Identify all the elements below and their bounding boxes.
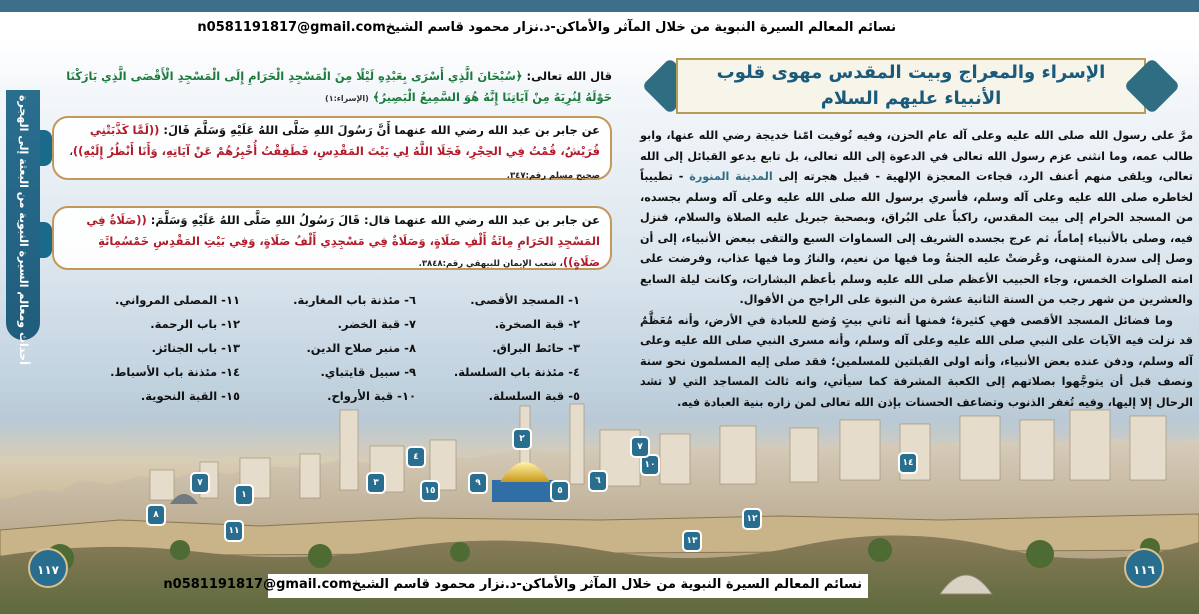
landmark-item: ٢- قبة الصخرة.: [494, 317, 580, 331]
map-pin: ٧: [630, 436, 650, 458]
header-credit: نسائم المعالم السيرة النبوية من خلال المآثر والأماكن-د.نزار محمود قاسم الشيخn0581191817@gmail.com: [197, 20, 896, 35]
hadith-intro: عن جابر بن عبد الله رضي الله عنهما أَنَّ رَسُولَ اللهِ صَلَّى اللهُ عَلَيْهِ وَسَلَّمَ قَالَ:: [159, 123, 600, 137]
main-article: [640, 126, 1194, 409]
landmark-item: ٥- قبة السلسلة.: [488, 389, 580, 403]
hadith-box: [52, 116, 612, 180]
map-pin: ١١: [224, 520, 244, 542]
map-pin: ٦: [588, 470, 608, 492]
landmark-item: ١٥- القبة النحوية.: [140, 389, 240, 403]
top-strip: [0, 0, 1199, 12]
landmark-item: ١١- المصلى المرواني.: [115, 293, 240, 307]
map-pin: ١٤: [898, 452, 918, 474]
city-highlight: المدينة المنورة: [689, 170, 773, 183]
map-pin: ٧: [190, 472, 210, 494]
footer-credit: نسائم المعالم السيرة النبوية من خلال المآثر والأماكن-د.نزار محمود قاسم الشيخn0581191817@gmail.com: [268, 574, 868, 598]
map-pin: ١٥: [420, 480, 440, 502]
map-pin: ١٢: [742, 508, 762, 530]
landmark-item: ٣- حائط البراق.: [492, 341, 580, 355]
map-pin: ٨: [146, 504, 166, 526]
landmark-item: ١٢- باب الرحمة.: [150, 317, 240, 331]
landmark-item: ١٤- مئذنة باب الأسباط.: [110, 365, 240, 379]
article-paragraph: مرَّ على رسول الله صلى الله عليه وعلى آله عام الحزن، وفيه تُوفيت امّنا خديجة رضي الله عنها، وابو طالب عمه، وما انثنى عزم رسول الله تعالى في الدعوة إلى الله تعالى، بل تابع يدعو القبائل إلى الله تعالى، ويلقى منهم أعنف الرد، فجاءت المعجزة الإلهية - قبيل هجرته إلى المدينة المنورة - تطييباً لخاطره صلى الله عليه وعلى آله وسلم، فأسري برسول الله صلى الله عليه وعلى آله وسلم بجسده، من المسجد الحرام إلى بيت المقدس، راكباً على البُراق، وبصحبة جبريل عليه الصلاة والسلام، فنزل فيه، وصلى بالأنبياء إماماً، ثم عرج بجسده الشريف إلى السماوات السبع والتقى ببعض الأنبياء، إلى أن وصل إلى سدرة المنتهى، وعُرضتْ عليه الجنةُ وما فيها من نعيم، والنارُ وما فيها عذاب، وفرضت على امته الصلوات الخمس، وجاء الحبيب الأعظم صلى الله عليه وسلم بأعظم البشارات، وكانت ليلة السابع والعشرين من شهر رجب من السنة الثانية عشرة من النبوة على الراجح من الأقوال.: [640, 129, 1194, 306]
page-number: ١١٦: [1124, 548, 1164, 588]
verse-reference: (الإسراء:١): [325, 94, 369, 103]
hadith-source: ، صحيح مسلم رقم:٣٤٧.: [69, 148, 600, 181]
map-pin: ٩: [468, 472, 488, 494]
verse-text: ﴿سُبْحَانَ الَّذِي أَسْرَى بِعَبْدِهِ لَيْلًا مِنَ الْمَسْجِدِ الْحَرَامِ إِلَى الْمَسْجِدِ الْأَقْصَى الَّذِي بَارَكْنَا حَوْلَهُ لِنُرِيَهُ مِنْ آيَاتِنَا إِنَّهُ هُوَ السَّمِيعُ الْبَصِيرُ﴾: [66, 69, 612, 104]
map-pin: ١٠: [640, 454, 660, 476]
hadith-quote: ((لَمَّا كَذَّبَتْنِي قُرَيْشٌ، قُمْتُ فِي الحِجْرِ، فَجَلَا اللَّهُ لِي بَيْتَ المَقْدِسِ، فَطَفِقْتُ أُخْبِرُهُمْ عَنْ آيَاتِهِ، وَأَنَا أَنْظُرُ إِلَيْهِ)): [72, 123, 600, 158]
hadith-quote: ((صَلَاةٌ فِي المَسْجِدِ الحَرَامِ مِائَةُ أَلْفِ صَلَاةٍ، وَصَلَاةٌ فِي مَسْجِدِي أَلْفُ صَلَاةٍ، وَفِي بَيْتِ المَقْدِسِ خَمْسُمِائَةِ صَلَاةٍ)): [86, 213, 600, 269]
map-pin: ٤: [406, 446, 426, 468]
quran-verse: [52, 66, 612, 112]
hadith-source: ، شعب الإيمان للبيهقي رقم:٣٨٤٨.: [418, 259, 563, 269]
box-tab: [40, 222, 52, 258]
hadith-intro: عن جابر بن عبد الله رضي الله عنهما قال: قَالَ رَسُولُ اللهِ صَلَّى اللهُ عَلَيْهِ وَسَلَّمَ:: [146, 213, 600, 227]
box-tab: [40, 130, 52, 166]
side-tab-label: أحداث ومعالم السيرة النبوية من البعثة إلى الهجرة: [17, 95, 30, 365]
landmark-item: ٨- منبر صلاح الدين.: [306, 341, 416, 355]
title-banner: [636, 56, 1188, 116]
map-pin: ١٣: [682, 530, 702, 552]
map-pin: ٣: [366, 472, 386, 494]
landmarks-list: [420, 288, 580, 408]
map-pin: ١: [234, 484, 254, 506]
hadith-box: [52, 206, 612, 270]
page-number: ١١٧: [28, 548, 68, 588]
landmarks-list: [256, 288, 416, 408]
article-paragraph: وما فضائل المسجد الأقصى فهي كثيرة؛ فمنها أنه ثاني بيتٍ وُضع للعبادة في الأرض، وأنه مُعَظَّمٌ قد نزلت فيه الآيات على النبي صلى الله عليه وعلى آله وسلم، وأنه مسرى النبي صلى الله عليه وعلى آله وسلم، ودفن عنده بعض الأنبياء، وأنه اولى القبلتين للمسلمين؛ فقد صلى إليه المسلمون نحو سنة ونصف قبل أن يتوجَّهوا بصلاتهم إلى الكعبة المشرفة كما سيأتي، وانه ثالث المساجد التي لا تشد الرحال إلا إليها، وفيه تُغفر الذنوب وتضاعف الحسنات بإذن الله تعالى لمن زاره بنية العبادة فيه.: [640, 313, 1193, 409]
map-pin: ٢: [512, 428, 532, 450]
map-pin: ٥: [550, 480, 570, 502]
landmark-item: ١٣- باب الجنائز.: [151, 341, 240, 355]
landmarks-list: [80, 288, 240, 408]
landmark-item: ٤- مئذنة باب السلسلة.: [453, 365, 580, 379]
landmark-item: ١- المسجد الأقصى.: [470, 293, 580, 307]
chapter-title: الإسراء والمعراج وبيت المقدس مهوى قلوب الأنبياء عليهم السلام: [716, 62, 1106, 109]
landmark-item: ٦- مئذنة باب المغاربة.: [293, 293, 416, 307]
landmark-item: ١٠- قبة الأرواح.: [327, 389, 416, 403]
landmark-item: ٩- سبيل قايتباي.: [320, 365, 416, 379]
landmark-item: ٧- قبة الخضر.: [337, 317, 416, 331]
verse-intro: قال الله تعالى:: [522, 69, 612, 83]
